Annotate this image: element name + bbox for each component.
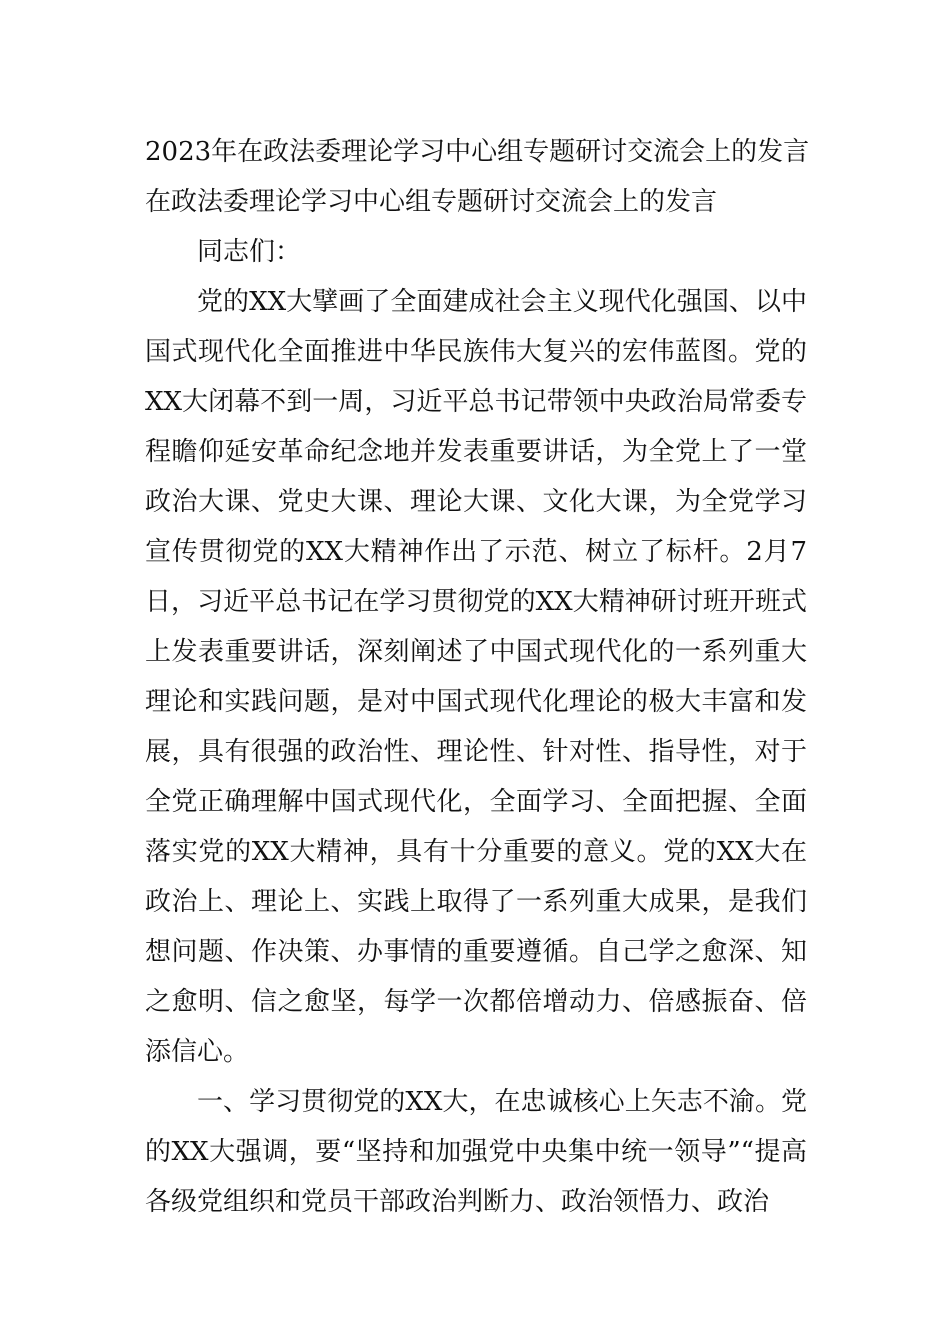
document-subtitle: 在政法委理论学习中心组专题研讨交流会上的发言: [145, 187, 718, 217]
paragraph-intro: 党的XX大擘画了全面建成社会主义现代化强国、以中国式现代化全面推进中华民族伟大复兴的宏伟蓝图。党的XX大闭幕不到一周，习近平总书记带领中央政治局常委专程瞻仰延安革命纪念地并发表重要讲话，为全党上了一堂政治大课、党史大课、理论大课、文化大课，为全党学习宣传贯彻党的XX大精神作出了示范、树立了标杆。2月7日，习近平总书记在学习贯彻党的XX大精神研讨班开班式上发表重要讲话，深刻阐述了中国式现代化的一系列重大理论和实践问题，是对中国式现代化理论的极大丰富和发展，具有很强的政治性、理论性、针对性、指导性，对于全党正确理解中国式现代化，全面学习、全面把握、全面落实党的XX大精神，具有十分重要的意义。党的XX大在政治上、理论上、实践上取得了一系列重大成果，是我们想问题、作决策、办事情的重要遵循。自己学之愈深、知之愈明、信之愈坚，每学一次都倍增动力、倍感振奋、倍添信心。: [145, 287, 807, 1067]
salutation: 同志们：: [197, 237, 302, 267]
document-title: 2023年在政法委理论学习中心组专题研讨交流会上的发言: [145, 137, 810, 167]
paragraph-section-one: 一、学习贯彻党的XX大，在忠诚核心上矢志不渝。党的XX大强调，要“坚持和加强党中央集中统一领导”“提高各级党组织和党员干部政治判断力、政治领悟力、政治: [145, 1087, 807, 1217]
document-body: [145, 127, 810, 1227]
